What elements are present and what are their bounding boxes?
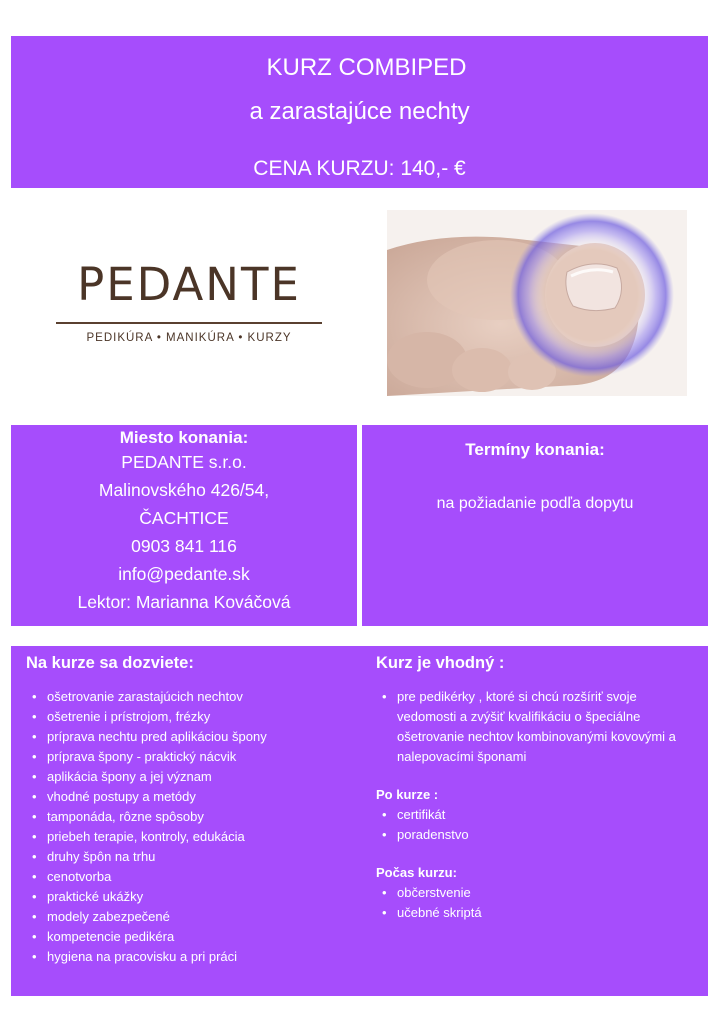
list-item: • certifikát	[376, 805, 696, 825]
venue-box	[11, 425, 357, 626]
suitable-column	[376, 654, 696, 923]
toe-illustration	[387, 210, 687, 396]
list-item: • príprava špony - praktický nácvik	[26, 747, 356, 767]
venue-town: ČACHTICE	[139, 508, 229, 528]
list-item: • kompetencie pedikéra	[26, 927, 356, 947]
after-list	[376, 805, 696, 845]
list-item: • hygiena na pracovisku a pri práci	[26, 947, 356, 967]
venue-lecturer: Lektor: Marianna Kováčová	[77, 592, 291, 612]
venue-email: info@pedante.sk	[118, 564, 250, 584]
list-item: • priebeh terapie, kontroly, edukácia	[26, 827, 356, 847]
list-item: • tamponáda, rôzne spôsoby	[26, 807, 356, 827]
dates-box	[362, 425, 708, 626]
list-item: • aplikácia špony a jej význam	[26, 767, 356, 787]
list-item: • druhy špôn na trhu	[26, 847, 356, 867]
header-banner	[11, 36, 708, 188]
venue-company: PEDANTE s.r.o.	[121, 452, 247, 472]
list-item: • vhodné postupy a metódy	[26, 787, 356, 807]
during-list	[376, 883, 696, 923]
after-heading: Po kurze :	[376, 787, 439, 802]
venue-heading: Miesto konania:	[119, 428, 249, 447]
learn-list	[26, 687, 356, 967]
suitable-heading: Kurz je vhodný :	[376, 654, 505, 672]
course-subtitle: a zarastajúce nechty	[249, 98, 470, 125]
pedante-logo	[56, 258, 322, 354]
learn-heading: Na kurze sa dozviete:	[26, 654, 194, 672]
venue-street: Malinovského 426/54,	[98, 480, 270, 500]
logo-tagline: PEDIKÚRA • MANIKÚRA • KURZY	[86, 332, 292, 344]
course-price: CENA KURZU: 140,- €	[253, 157, 466, 180]
list-item: • poradenstvo	[376, 825, 696, 845]
toenail-photo	[387, 210, 687, 396]
logo-divider	[56, 322, 322, 324]
venue-phone: 0903 841 116	[131, 536, 237, 556]
list-item: • modely zabezpečené	[26, 907, 356, 927]
list-item: • cenotvorba	[26, 867, 356, 887]
list-item: • ošetrovanie zarastajúcich nechtov	[26, 687, 356, 707]
dates-value: na požiadanie podľa dopytu	[436, 495, 634, 512]
list-item: • príprava nechtu pred aplikáciou špony	[26, 727, 356, 747]
course-title: KURZ COMBIPED	[266, 54, 467, 81]
suitable-list	[376, 687, 696, 767]
list-item: • praktické ukážky	[26, 887, 356, 907]
list-item: • učebné skriptá	[376, 903, 696, 923]
dates-heading: Termíny konania:	[465, 440, 605, 459]
list-item: • občerstvenie	[376, 883, 696, 903]
during-heading: Počas kurzu:	[376, 865, 457, 880]
logo-name: PEDANTE	[77, 258, 301, 311]
details-box	[11, 646, 708, 996]
learn-column	[26, 654, 356, 967]
list-item: • ošetrenie i prístrojom, frézky	[26, 707, 356, 727]
list-item: • pre pedikérky , ktoré si chcú rozšíriť svoje vedomosti a zvýšiť kvalifikáciu o špeciálne ošetrovanie nechtov kombinovanými kovovými a nalepovacími šponami	[376, 687, 696, 767]
